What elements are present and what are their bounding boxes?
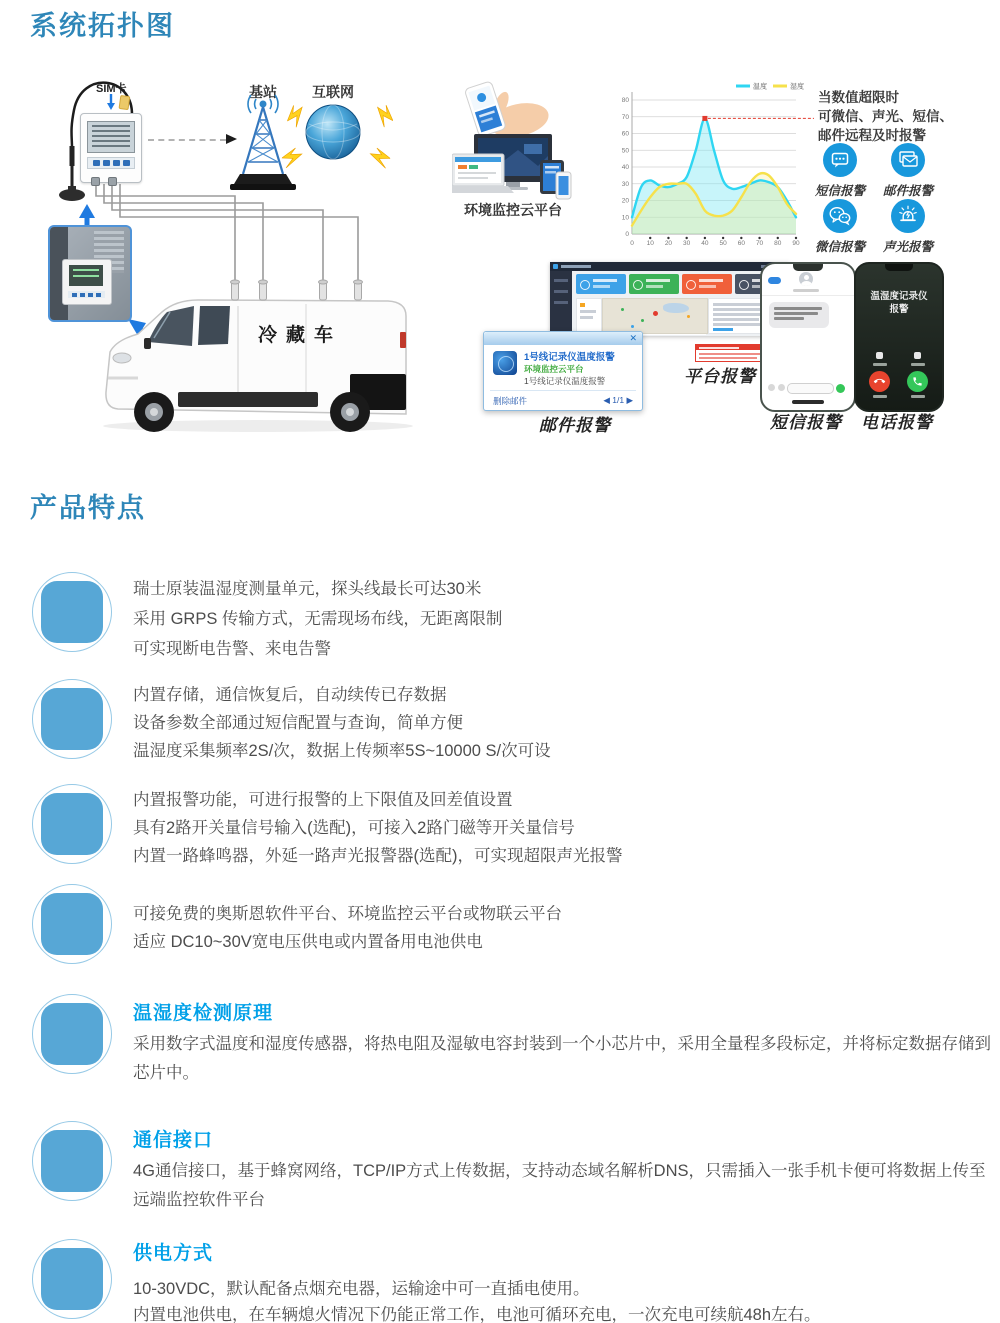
platform-sidebar bbox=[550, 271, 572, 336]
svg-text:30: 30 bbox=[683, 240, 691, 247]
cloud-platform-devices-illustration bbox=[452, 132, 572, 204]
section-bullet-icon bbox=[41, 1130, 103, 1192]
stat-card bbox=[629, 274, 679, 294]
feature-bullet-icon bbox=[41, 688, 103, 750]
sms-alarm-icon bbox=[823, 143, 857, 177]
svg-text:80: 80 bbox=[774, 240, 782, 247]
phone-icon bbox=[912, 376, 923, 387]
email-popup-titlebar bbox=[484, 332, 642, 345]
sound-light-alarm-label: 声光报警 bbox=[882, 240, 933, 254]
svg-text:50: 50 bbox=[621, 147, 629, 155]
refrigerated-truck-illustration bbox=[88, 246, 428, 436]
send-icon bbox=[836, 384, 845, 393]
call-screen-title: 温湿度记录仪 bbox=[870, 291, 928, 302]
alarm-threshold-chart bbox=[616, 76, 816, 248]
call-alarm-caption: 电话报警 bbox=[861, 413, 933, 432]
feature-bullet-icon bbox=[41, 893, 103, 955]
remind-icon bbox=[876, 352, 883, 359]
siren-icon bbox=[891, 199, 925, 233]
svg-text:0: 0 bbox=[630, 240, 634, 247]
map-panel bbox=[602, 298, 708, 334]
phone-down-icon bbox=[872, 374, 888, 390]
roof-probe-icon bbox=[231, 280, 363, 300]
feature-item: 内置报警功能，可进行报警的上下限值及回差值设置 具有2路开关量信号输入(选配)，可接入2路门磁等开关量信号 内置一路蜂鸣器，外延一路声光报警器(选配)，可实现超限声光报警 bbox=[133, 791, 623, 865]
delete-mail-link: 删除邮件 bbox=[493, 396, 528, 406]
wechat-alarm-icon bbox=[823, 199, 857, 233]
svg-text:10: 10 bbox=[621, 214, 629, 222]
svg-text:60: 60 bbox=[737, 240, 745, 247]
call-phone-screenshot bbox=[854, 262, 944, 412]
section-bullet-icon bbox=[41, 1248, 103, 1310]
platform-logo-icon bbox=[493, 351, 517, 375]
temperature-logger-device bbox=[80, 113, 142, 183]
feature-item: 内置存储，通信恢复后，自动续传已存数据 设备参数全部通过短信配置与查询，简单方便 温湿度采集频率2S/次，数据上传频率5S~10000 S/次可设 bbox=[133, 686, 551, 760]
email-alarm-source: 环境监控云平台 bbox=[524, 364, 584, 374]
stat-card bbox=[576, 274, 626, 294]
contact-avatar bbox=[799, 272, 813, 286]
lightning-bolt-icon bbox=[362, 146, 392, 173]
sms-message-bubble bbox=[769, 302, 829, 328]
logger-ports bbox=[91, 177, 131, 186]
svg-text:40: 40 bbox=[701, 240, 709, 247]
sms-input-field bbox=[787, 383, 834, 394]
features-title: 产品特点 bbox=[30, 493, 146, 523]
feature-item: 可接免费的奥斯恩软件平台、环境监控云平台或物联云平台 适应 DC10~30V宽电压供电或内置备用电池供电 bbox=[133, 905, 562, 951]
section-bullet-icon bbox=[41, 1003, 103, 1065]
wechat-icon bbox=[823, 199, 857, 233]
apps-icon bbox=[778, 384, 785, 391]
logger-lcd-screen bbox=[87, 121, 135, 153]
map-alarm-pin bbox=[653, 311, 658, 316]
email-alarm-icon bbox=[891, 143, 925, 177]
svg-text:20: 20 bbox=[621, 197, 629, 205]
base-station-label: 基站 bbox=[249, 84, 277, 100]
feature-item: 瑞士原装温湿度测量单元，探头线最长可达30米 采用 GRPS 传输方式，无需现场布线，无距离限制 可实现断电告警、来电告警 bbox=[133, 580, 503, 658]
svg-text:70: 70 bbox=[621, 113, 629, 121]
call-screen-subtitle: 报警 bbox=[889, 304, 909, 315]
monitoring-platform-screenshot bbox=[550, 262, 790, 336]
email-alarm-body: 1号线记录仪温度报警 bbox=[524, 376, 606, 386]
email-alarm-title: 1号线记录仪温度报警 bbox=[524, 352, 615, 363]
svg-text:60: 60 bbox=[621, 130, 629, 138]
wechat-alarm-label: 微信报警 bbox=[814, 240, 865, 254]
close-icon: ✕ bbox=[629, 333, 637, 343]
feature-bullet-icon bbox=[41, 793, 103, 855]
section-paragraph: 10-30VDC，默认配备点烟充电器，运输途中可一直插电使用。 内置电池供电，在车辆熄火情况下仍能正常工作，电池可循环充电，一次充电可续航48h左右。 bbox=[133, 1280, 821, 1323]
truck-label: 冷藏车 bbox=[257, 325, 343, 346]
svg-text:20: 20 bbox=[664, 240, 673, 247]
section-paragraph: 采用数字式温度和湿度传感器，将热电阻及湿敏电容封装到一个小芯片中，采用全量程多段标定，并将标定数据存储到芯片中。 bbox=[133, 1035, 991, 1082]
platform-alarm-caption: 平台报警 bbox=[684, 367, 756, 386]
sms-toggle-icon bbox=[768, 277, 781, 284]
mail-pagination: ◀ 1/1 ▶ bbox=[603, 395, 633, 405]
internet-globe-icon bbox=[303, 102, 363, 162]
alarm-note: 当数值超限时 可微信、声光、短信、 邮件远程及时报警 bbox=[818, 90, 953, 143]
sms-bubble-icon bbox=[823, 143, 857, 177]
svg-text:0: 0 bbox=[625, 231, 629, 238]
device-tree-panel bbox=[576, 298, 602, 334]
internet-label: 互联网 bbox=[312, 84, 354, 100]
message-icon bbox=[914, 352, 921, 359]
svg-text:湿度: 湿度 bbox=[790, 83, 804, 91]
envelope-icon bbox=[891, 143, 925, 177]
svg-text:90: 90 bbox=[792, 240, 800, 247]
email-alarm-popup bbox=[483, 331, 643, 411]
svg-text:10: 10 bbox=[646, 240, 654, 247]
decline-call-button bbox=[869, 371, 890, 392]
svg-text:30: 30 bbox=[621, 180, 629, 188]
sms-alarm-caption: 短信报警 bbox=[770, 413, 842, 432]
sms-phone-screenshot bbox=[760, 262, 856, 412]
sound-light-alarm-icon bbox=[891, 199, 925, 233]
sim-card-label: SIM卡 bbox=[96, 83, 127, 95]
section-heading: 通信接口 bbox=[133, 1130, 214, 1151]
svg-text:温度: 温度 bbox=[753, 83, 767, 91]
email-alarm-caption: 邮件报警 bbox=[539, 416, 611, 435]
section-paragraph: 4G通信接口，基于蜂窝网络，TCP/IP方式上传数据，支持动态域名解析DNS，只需插入一张手机卡便可将数据上传至远端监控软件平台 bbox=[133, 1162, 986, 1209]
section-heading: 温湿度检测原理 bbox=[133, 1003, 274, 1024]
camera-icon bbox=[768, 384, 775, 391]
email-alarm-label: 邮件报警 bbox=[882, 184, 933, 198]
svg-text:80: 80 bbox=[621, 97, 629, 104]
svg-text:70: 70 bbox=[755, 240, 764, 247]
platform-titlebar bbox=[550, 262, 790, 271]
svg-text:50: 50 bbox=[719, 240, 727, 247]
topology-title: 系统拓扑图 bbox=[30, 11, 175, 41]
accept-call-button bbox=[907, 371, 928, 392]
wireless-link-dashed-line bbox=[148, 139, 226, 141]
feature-bullet-icon bbox=[41, 581, 103, 643]
sms-alarm-label: 短信报警 bbox=[814, 184, 865, 198]
stat-card bbox=[682, 274, 732, 294]
lightning-bolt-icon bbox=[365, 101, 396, 129]
logger-buttons bbox=[87, 157, 135, 169]
sim-card-icon bbox=[106, 94, 134, 114]
section-heading: 供电方式 bbox=[133, 1243, 214, 1264]
cloud-platform-label: 环境监控云平台 bbox=[464, 202, 562, 218]
svg-text:40: 40 bbox=[621, 164, 629, 171]
